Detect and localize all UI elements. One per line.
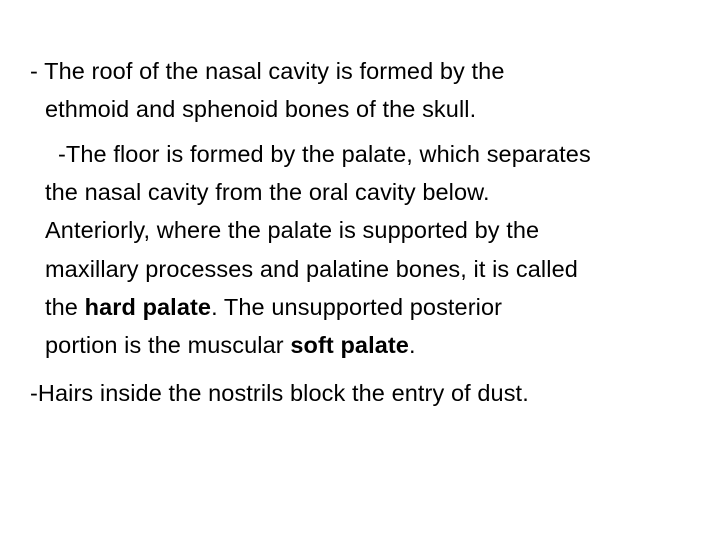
paragraph-roof-line-1: - The roof of the nasal cavity is formed by the (30, 58, 505, 84)
paragraph-floor-line-5 (45, 288, 502, 326)
paragraph-floor-line-1: -The floor is formed by the palate, which separates (58, 141, 591, 167)
term-soft-palate: soft palate (290, 332, 409, 358)
paragraph-floor-line-2: the nasal cavity from the oral cavity below. (45, 179, 490, 205)
paragraph-floor-line-6 (45, 326, 416, 364)
paragraph-roof-line-2: ethmoid and sphenoid bones of the skull. (45, 96, 477, 122)
paragraph-floor-line-4: maxillary processes and palatine bones, it is called (45, 256, 578, 282)
paragraph-hairs-line-1: -Hairs inside the nostrils block the entry of dust. (30, 380, 529, 406)
line-5-pre: the (45, 294, 85, 320)
line-6-pre: portion is the muscular (45, 332, 291, 358)
line-6-post: . (408, 332, 416, 358)
paragraph-floor-line-3: Anteriorly, where the palate is supported by the (45, 217, 540, 243)
term-hard-palate: hard palate (84, 294, 212, 320)
line-5-post: . The unsupported posterior (211, 294, 503, 320)
